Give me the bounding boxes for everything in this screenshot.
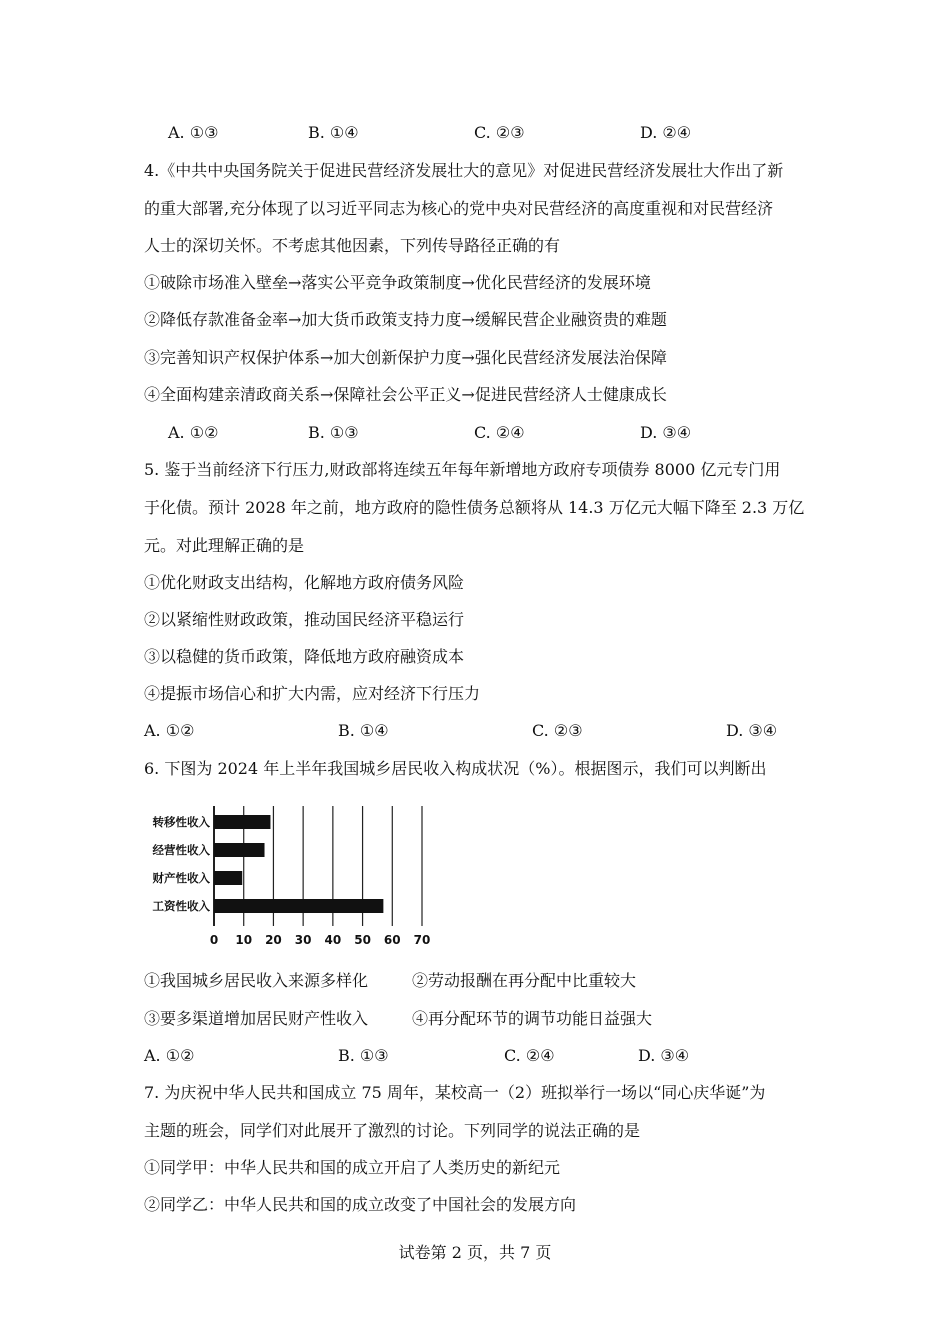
x-tick-label: 70 [413, 933, 431, 947]
page-footer: 试卷第 2 页，共 7 页 [398, 1243, 552, 1262]
q5-stem-line-3: 元。对此理解正确的是 [144, 536, 305, 555]
q4-stem-line-3: 人士的深切关怀。不考虑其他因素，下列传导路径正确的有 [144, 236, 561, 255]
x-tick-label: 50 [354, 933, 371, 947]
q5-option-d: D. ③④ [726, 721, 778, 740]
q4-stem-line-2: 的重大部署,充分体现了以习近平同志为核心的党中央对民营经济的高度重视和对民营经济 [144, 199, 774, 218]
q6-option-d: D. ③④ [638, 1046, 690, 1065]
q6-option-c: C. ②④ [504, 1046, 555, 1065]
q7-item-2: ②同学乙：中华人民共和国的成立改变了中国社会的发展方向 [144, 1195, 577, 1214]
q6-item-2: ②劳动报酬在再分配中比重较大 [412, 971, 637, 990]
q7-item-1: ①同学甲：中华人民共和国的成立开启了人类历史的新纪元 [144, 1158, 561, 1177]
q3-option-a: A. ①③ [168, 123, 219, 142]
category-label: 财产性收入 [152, 871, 210, 885]
q6-option-b: B. ①③ [338, 1046, 389, 1065]
q6-item-1: ①我国城乡居民收入来源多样化 [144, 971, 369, 990]
q5-option-b: B. ①④ [338, 721, 389, 740]
chart-category-labels [153, 815, 211, 913]
category-label: 经营性收入 [152, 843, 210, 857]
bar-2 [214, 871, 242, 885]
q6-option-a: A. ①② [144, 1046, 195, 1065]
x-tick-label: 20 [265, 933, 282, 947]
x-tick-label: 10 [235, 933, 253, 947]
q7-stem-line-2: 主题的班会，同学们对此展开了激烈的讨论。下列同学的说法正确的是 [144, 1121, 641, 1140]
q3-option-b: B. ①④ [308, 123, 359, 142]
chart-tick-labels [210, 933, 431, 947]
bar-3 [214, 899, 383, 913]
x-tick-label: 0 [209, 933, 219, 947]
x-tick-label: 60 [383, 933, 401, 947]
x-tick-label: 30 [294, 933, 312, 947]
category-label: 工资性收入 [152, 899, 210, 913]
q4-option-d: D. ③④ [640, 423, 692, 442]
q6-stem: 6. 下图为 2024 年上半年我国城乡居民收入构成状况（%）。根据图示，我们可以判断出 [144, 759, 767, 778]
category-label: 转移性收入 [152, 815, 210, 829]
q5-option-a: A. ①② [144, 721, 195, 740]
q5-item-3: ③以稳健的货币政策，降低地方政府融资成本 [144, 647, 465, 666]
q5-item-2: ②以紧缩性财政政策，推动国民经济平稳运行 [144, 610, 465, 629]
q4-item-1: ①破除市场准入壁垒→落实公平竞争政策制度→优化民营经济的发展环境 [144, 273, 651, 292]
bar-0 [214, 815, 270, 829]
q3-option-c: C. ②③ [474, 123, 525, 142]
x-tick-label: 40 [324, 933, 342, 947]
q3-option-d: D. ②④ [640, 123, 692, 142]
q4-item-3: ③完善知识产权保护体系→加大创新保护力度→强化民营经济发展法治保障 [144, 348, 667, 367]
chart-bars [214, 815, 383, 913]
q4-option-b: B. ①③ [308, 423, 359, 442]
bar-1 [214, 843, 265, 857]
income-structure-chart [144, 800, 444, 960]
q4-stem-line-1: 4.《中共中央国务院关于促进民营经济发展壮大的意见》对促进民营经济发展壮大作出了新 [144, 161, 784, 180]
q4-item-4: ④全面构建亲清政商关系→保障社会公平正义→促进民营经济人士健康成长 [144, 385, 667, 404]
q5-item-4: ④提振市场信心和扩大内需，应对经济下行压力 [144, 684, 481, 703]
q7-stem-line-1: 7. 为庆祝中华人民共和国成立 75 周年，某校高一（2）班拟举行一场以“同心庆华诞”为 [144, 1083, 766, 1102]
q6-item-4: ④再分配环节的调节功能日益强大 [412, 1009, 653, 1028]
q5-option-c: C. ②③ [532, 721, 583, 740]
q4-option-c: C. ②④ [474, 423, 525, 442]
q5-item-1: ①优化财政支出结构，化解地方政府债务风险 [144, 573, 465, 592]
q5-stem-line-2: 于化债。预计 2028 年之前，地方政府的隐性债务总额将从 14.3 万亿元大幅下降至 2.3 万亿 [144, 498, 805, 517]
q4-item-2: ②降低存款准备金率→加大货币政策支持力度→缓解民营企业融资贵的难题 [144, 310, 667, 329]
q4-option-a: A. ①② [168, 423, 219, 442]
q6-item-3: ③要多渠道增加居民财产性收入 [144, 1009, 369, 1028]
q5-stem-line-1: 5. 鉴于当前经济下行压力,财政部将连续五年每年新增地方政府专项债券 8000 亿元专门用 [144, 460, 781, 479]
